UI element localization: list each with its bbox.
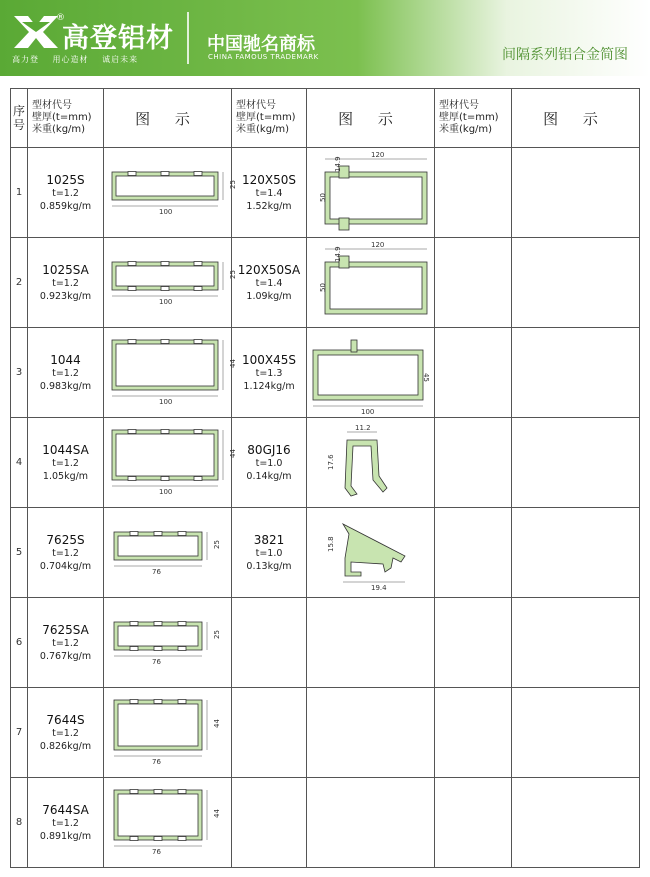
dim-height: 17.6 [327, 453, 335, 470]
figure-cell [104, 148, 237, 238]
meter-weight: 0.704kg/m [39, 560, 92, 572]
dim-height: 44 [229, 358, 237, 368]
table-row [11, 508, 640, 598]
wall-thickness: t=1.2 [52, 457, 79, 469]
empty-cell [435, 508, 512, 598]
table-header-row [11, 89, 640, 148]
meter-weight: 0.859kg/m [39, 200, 92, 212]
header-spec: 型材代号 壁厚(t=mm) 米重(kg/m) [28, 89, 104, 148]
profile-drawing [104, 600, 232, 686]
meter-weight: 0.14kg/m [246, 470, 292, 482]
dim-width: 76 [152, 657, 161, 666]
spec-cell [28, 418, 104, 508]
figure-cell [307, 238, 435, 328]
meter-weight: 0.891kg/m [39, 830, 92, 842]
wall-thickness: t=1.2 [52, 637, 79, 649]
empty-cell [512, 148, 640, 238]
spec-cell [28, 688, 104, 778]
profile-code: 80GJ16 [247, 442, 291, 457]
profile-code: 3821 [253, 532, 285, 547]
wall-thickness: t=1.2 [52, 727, 79, 739]
empty-cell [512, 598, 640, 688]
figure-cell [104, 688, 232, 778]
dim-height: 25 [229, 179, 237, 189]
row-seq: 8 [11, 778, 28, 868]
empty-cell [307, 598, 435, 688]
slogan-2: 诚启未来 [102, 55, 139, 64]
wall-thickness: t=1.2 [52, 817, 79, 829]
spec-cell [28, 508, 104, 598]
trademark-cn: 中国驰名商标 [207, 34, 315, 55]
dim-height: 45 [422, 372, 430, 382]
row-seq: 3 [11, 328, 28, 418]
spec-cell [232, 148, 307, 238]
profile-code: 120X50SA [237, 262, 301, 277]
spec-cell [28, 148, 104, 238]
profile-drawing [307, 330, 435, 416]
profile-drawing [104, 690, 232, 776]
spec-cell [232, 238, 307, 328]
empty-cell [435, 778, 512, 868]
figure-cell [104, 328, 237, 418]
profile-code: 120X50S [241, 172, 296, 187]
spec-cell [232, 508, 307, 598]
empty-cell [435, 328, 512, 418]
profile-drawing [104, 330, 237, 416]
row-seq: 4 [11, 418, 28, 508]
profile-drawing [307, 420, 435, 506]
spec-cell [28, 238, 104, 328]
dim-extra: 14.9 [334, 245, 342, 262]
dim-height: 25 [213, 629, 221, 639]
figure-cell [307, 508, 435, 598]
table-row [11, 418, 640, 508]
wall-thickness: t=1.0 [255, 547, 283, 559]
empty-cell [307, 688, 435, 778]
meter-weight: 1.124kg/m [243, 380, 295, 392]
header-figure: 图 示 [512, 89, 640, 148]
header-seq: 序 号 [11, 89, 28, 148]
empty-cell [512, 238, 640, 328]
dim-width: 120 [371, 150, 385, 159]
table-row [11, 238, 640, 328]
dim-height: 44 [213, 808, 221, 818]
spec-cell [28, 328, 104, 418]
header-figure: 图 示 [104, 89, 232, 148]
wall-thickness: t=1.2 [52, 547, 79, 559]
row-seq: 6 [11, 598, 28, 688]
profile-code: 7644SA [42, 802, 89, 817]
figure-cell [104, 508, 232, 598]
profile-code: 100X45S [241, 352, 296, 367]
empty-cell [512, 328, 640, 418]
dim-width: 11.2 [355, 423, 371, 432]
dim-width: 100 [159, 207, 173, 216]
document-title: 间隔系列铝合金简图 [502, 47, 628, 63]
empty-cell [435, 238, 512, 328]
slogan [12, 54, 148, 65]
page-header [0, 0, 650, 76]
header-spec: 型材代号 壁厚(t=mm) 米重(kg/m) [232, 89, 307, 148]
table-row [11, 688, 640, 778]
spec-cell [28, 598, 104, 688]
trademark-en: CHINA FAMOUS TRADEMARK [208, 53, 319, 61]
wall-thickness: t=1.3 [255, 367, 283, 379]
table-row [11, 778, 640, 868]
dim-width: 19.4 [371, 583, 387, 592]
empty-cell [512, 508, 640, 598]
dim-height: 44 [229, 448, 237, 458]
empty-cell [435, 598, 512, 688]
wall-thickness: t=1.0 [255, 457, 283, 469]
wall-thickness: t=1.4 [255, 277, 283, 289]
dim-width: 120 [371, 240, 385, 249]
figure-cell [104, 418, 237, 508]
profile-drawing [307, 150, 435, 236]
empty-cell [232, 688, 307, 778]
dim-width: 76 [152, 847, 161, 856]
dim-width: 100 [159, 297, 173, 306]
meter-weight: 0.826kg/m [39, 740, 92, 752]
figure-cell [307, 328, 435, 418]
dim-width: 76 [152, 757, 161, 766]
figure-cell [307, 418, 435, 508]
figure-cell [104, 238, 237, 328]
profile-drawing [307, 510, 435, 596]
dim-width: 100 [159, 487, 173, 496]
profile-code: 1025SA [42, 262, 89, 277]
wall-thickness: t=1.2 [52, 367, 79, 379]
table-row [11, 598, 640, 688]
profile-code: 1025S [46, 172, 85, 187]
dim-width: 100 [159, 397, 173, 406]
dim-height: 44 [213, 718, 221, 728]
figure-cell [104, 598, 232, 688]
profile-code: 7625SA [42, 622, 89, 637]
profile-drawing [104, 780, 232, 866]
profile-code: 7644S [46, 712, 85, 727]
profile-drawing [307, 240, 435, 326]
empty-cell [307, 778, 435, 868]
dim-width: 100 [361, 407, 375, 416]
profile-code: 1044SA [42, 442, 89, 457]
figure-cell [104, 778, 232, 868]
header-divider [187, 12, 189, 64]
meter-weight: 1.05kg/m [42, 470, 89, 482]
row-seq: 1 [11, 148, 28, 238]
profile-drawing [104, 510, 232, 596]
brand-logo-icon [12, 14, 60, 50]
profile-drawing [104, 240, 237, 326]
spec-cell [232, 418, 307, 508]
dim-height: 50 [319, 192, 327, 202]
empty-cell [512, 688, 640, 778]
empty-cell [435, 418, 512, 508]
profile-code: 1044 [50, 352, 81, 367]
wall-thickness: t=1.4 [255, 187, 283, 199]
row-seq: 2 [11, 238, 28, 328]
spec-cell [232, 328, 307, 418]
slogan-1: 用心造材 [52, 55, 89, 64]
empty-cell [435, 688, 512, 778]
empty-cell [512, 418, 640, 508]
meter-weight: 1.09kg/m [246, 290, 292, 302]
row-seq: 7 [11, 688, 28, 778]
empty-cell [232, 598, 307, 688]
spec-cell [28, 778, 104, 868]
dim-height: 25 [213, 539, 221, 549]
table-row [11, 148, 640, 238]
empty-cell [435, 148, 512, 238]
header-figure: 图 示 [307, 89, 435, 148]
dim-height: 50 [319, 282, 327, 292]
brand-name: 高登铝材 [62, 23, 174, 54]
meter-weight: 0.983kg/m [39, 380, 92, 392]
profile-code: 7625S [46, 532, 85, 547]
dim-width: 76 [152, 567, 161, 576]
meter-weight: 0.767kg/m [39, 650, 92, 662]
wall-thickness: t=1.2 [52, 277, 79, 289]
logo-caption: 高力登 [12, 55, 39, 64]
figure-cell [307, 148, 435, 238]
profile-drawing [104, 420, 237, 506]
meter-weight: 0.923kg/m [39, 290, 92, 302]
profile-table [10, 88, 640, 868]
row-seq: 5 [11, 508, 28, 598]
meter-weight: 0.13kg/m [246, 560, 292, 572]
dim-extra: 14.9 [334, 155, 342, 172]
table-row [11, 328, 640, 418]
dim-height: 25 [229, 269, 237, 279]
empty-cell [232, 778, 307, 868]
empty-cell [512, 778, 640, 868]
dim-height: 15.8 [327, 535, 335, 552]
meter-weight: 1.52kg/m [246, 200, 292, 212]
registered-mark: ® [56, 13, 65, 23]
header-spec: 型材代号 壁厚(t=mm) 米重(kg/m) [435, 89, 512, 148]
profile-drawing [104, 150, 237, 236]
wall-thickness: t=1.2 [52, 187, 79, 199]
